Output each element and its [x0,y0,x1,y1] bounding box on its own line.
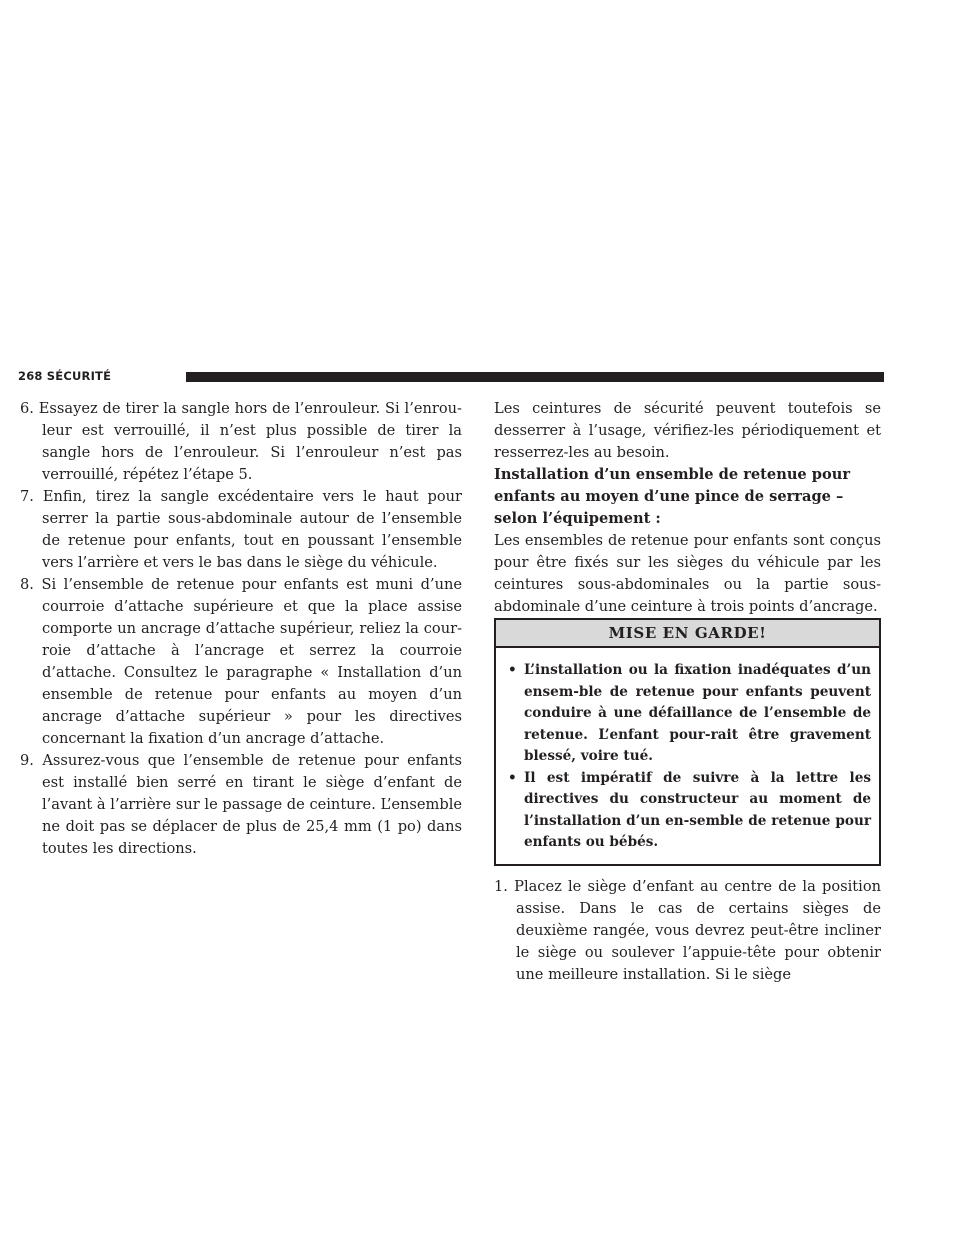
step-1: 1. Placez le siège d’enfant au centre de la position assise. Dans le cas de certains sièges de deuxième rangée, vous devrez peut-être incliner le siège ou soulever l’appuie-tête pour obtenir une meilleure installation. Si le siège [494,877,881,983]
warning-box [494,618,881,866]
warning-list [496,648,879,864]
warning-item [508,768,871,854]
page-header [18,368,884,384]
warning-item-text: Il est impératif de suivre à la lettre les directives du constructeur au moment de l’installation d’un en-semble de retenue pour enfants ou bébés. [524,769,871,850]
bullet-icon: • [508,662,517,678]
right-column [494,398,881,986]
section-subheading: Installation d’un ensemble de retenue pour enfants au moyen d’une pince de serrage – selon l’équipement : [494,466,851,527]
step-9: 9. Assurez-vous que l’ensemble de retenue pour enfants est installé bien serré en tirant le siège d’enfant de l’avant à l’arrière sur le passage de ceinture. L’ensemble ne doit pas se déplacer de plus de 25,4 mm (1 po) dans toutes les directions. [20,752,462,857]
intro-paragraph: Les ceintures de sécurité peuvent toutefois se desserrer à l’usage, vérifiez-les périodiquement et resserrez-les au besoin. [494,400,881,461]
step-8: 8. Si l’ensemble de retenue pour enfants est muni d’une courroie d’attache supérieure et que la place assise comporte un ancrage d’attache supérieur, reliez la cour-roie d’attache à l’ancrage et serrez la courroie d’attache. Consultez le paragraphe « Installation d’un ensemble de retenue pour enfants au moyen d’un ancrage d’attache supérieur » pour les directives concernant la fixation d’un ancrage d’attache. [20,576,462,747]
page-number-section-title: 268 SÉCURITÉ [18,369,112,383]
body-paragraph: Les ensembles de retenue pour enfants sont conçus pour être fixés sur les sièges du véhicule par les ceintures sous-abdominales ou la partie sous-abdominale d’une ceinture à trois points d’ancrage. [494,532,881,615]
warning-title: MISE EN GARDE! [496,620,879,648]
step-6: 6. Essayez de tirer la sangle hors de l’enrouleur. Si l’enrou-leur est verrouillé, il n’est plus possible de tirer la sangle hors de l’enrouleur. Si l’enrouleur n’est pas verrouillé, répétez l’étape 5. [20,400,462,483]
bullet-icon: • [508,769,517,786]
header-rule [186,372,884,382]
left-column [20,398,462,860]
warning-item [508,660,871,768]
step-7: 7. Enfin, tirez la sangle excédentaire vers le haut pour serrer la partie sous-abdominale autour de l’ensemble de retenue pour enfants, tout en poussant l’ensemble vers l’arrière et vers le bas dans le siège du véhicule. [20,488,462,571]
warning-item-text: L’installation ou la fixation inadéquates d’un ensem-ble de retenue pour enfants peuvent conduire à une défaillance de l’ensemble de retenue. L’enfant pour-rait être gravement blessé, voire tué. [524,662,871,764]
